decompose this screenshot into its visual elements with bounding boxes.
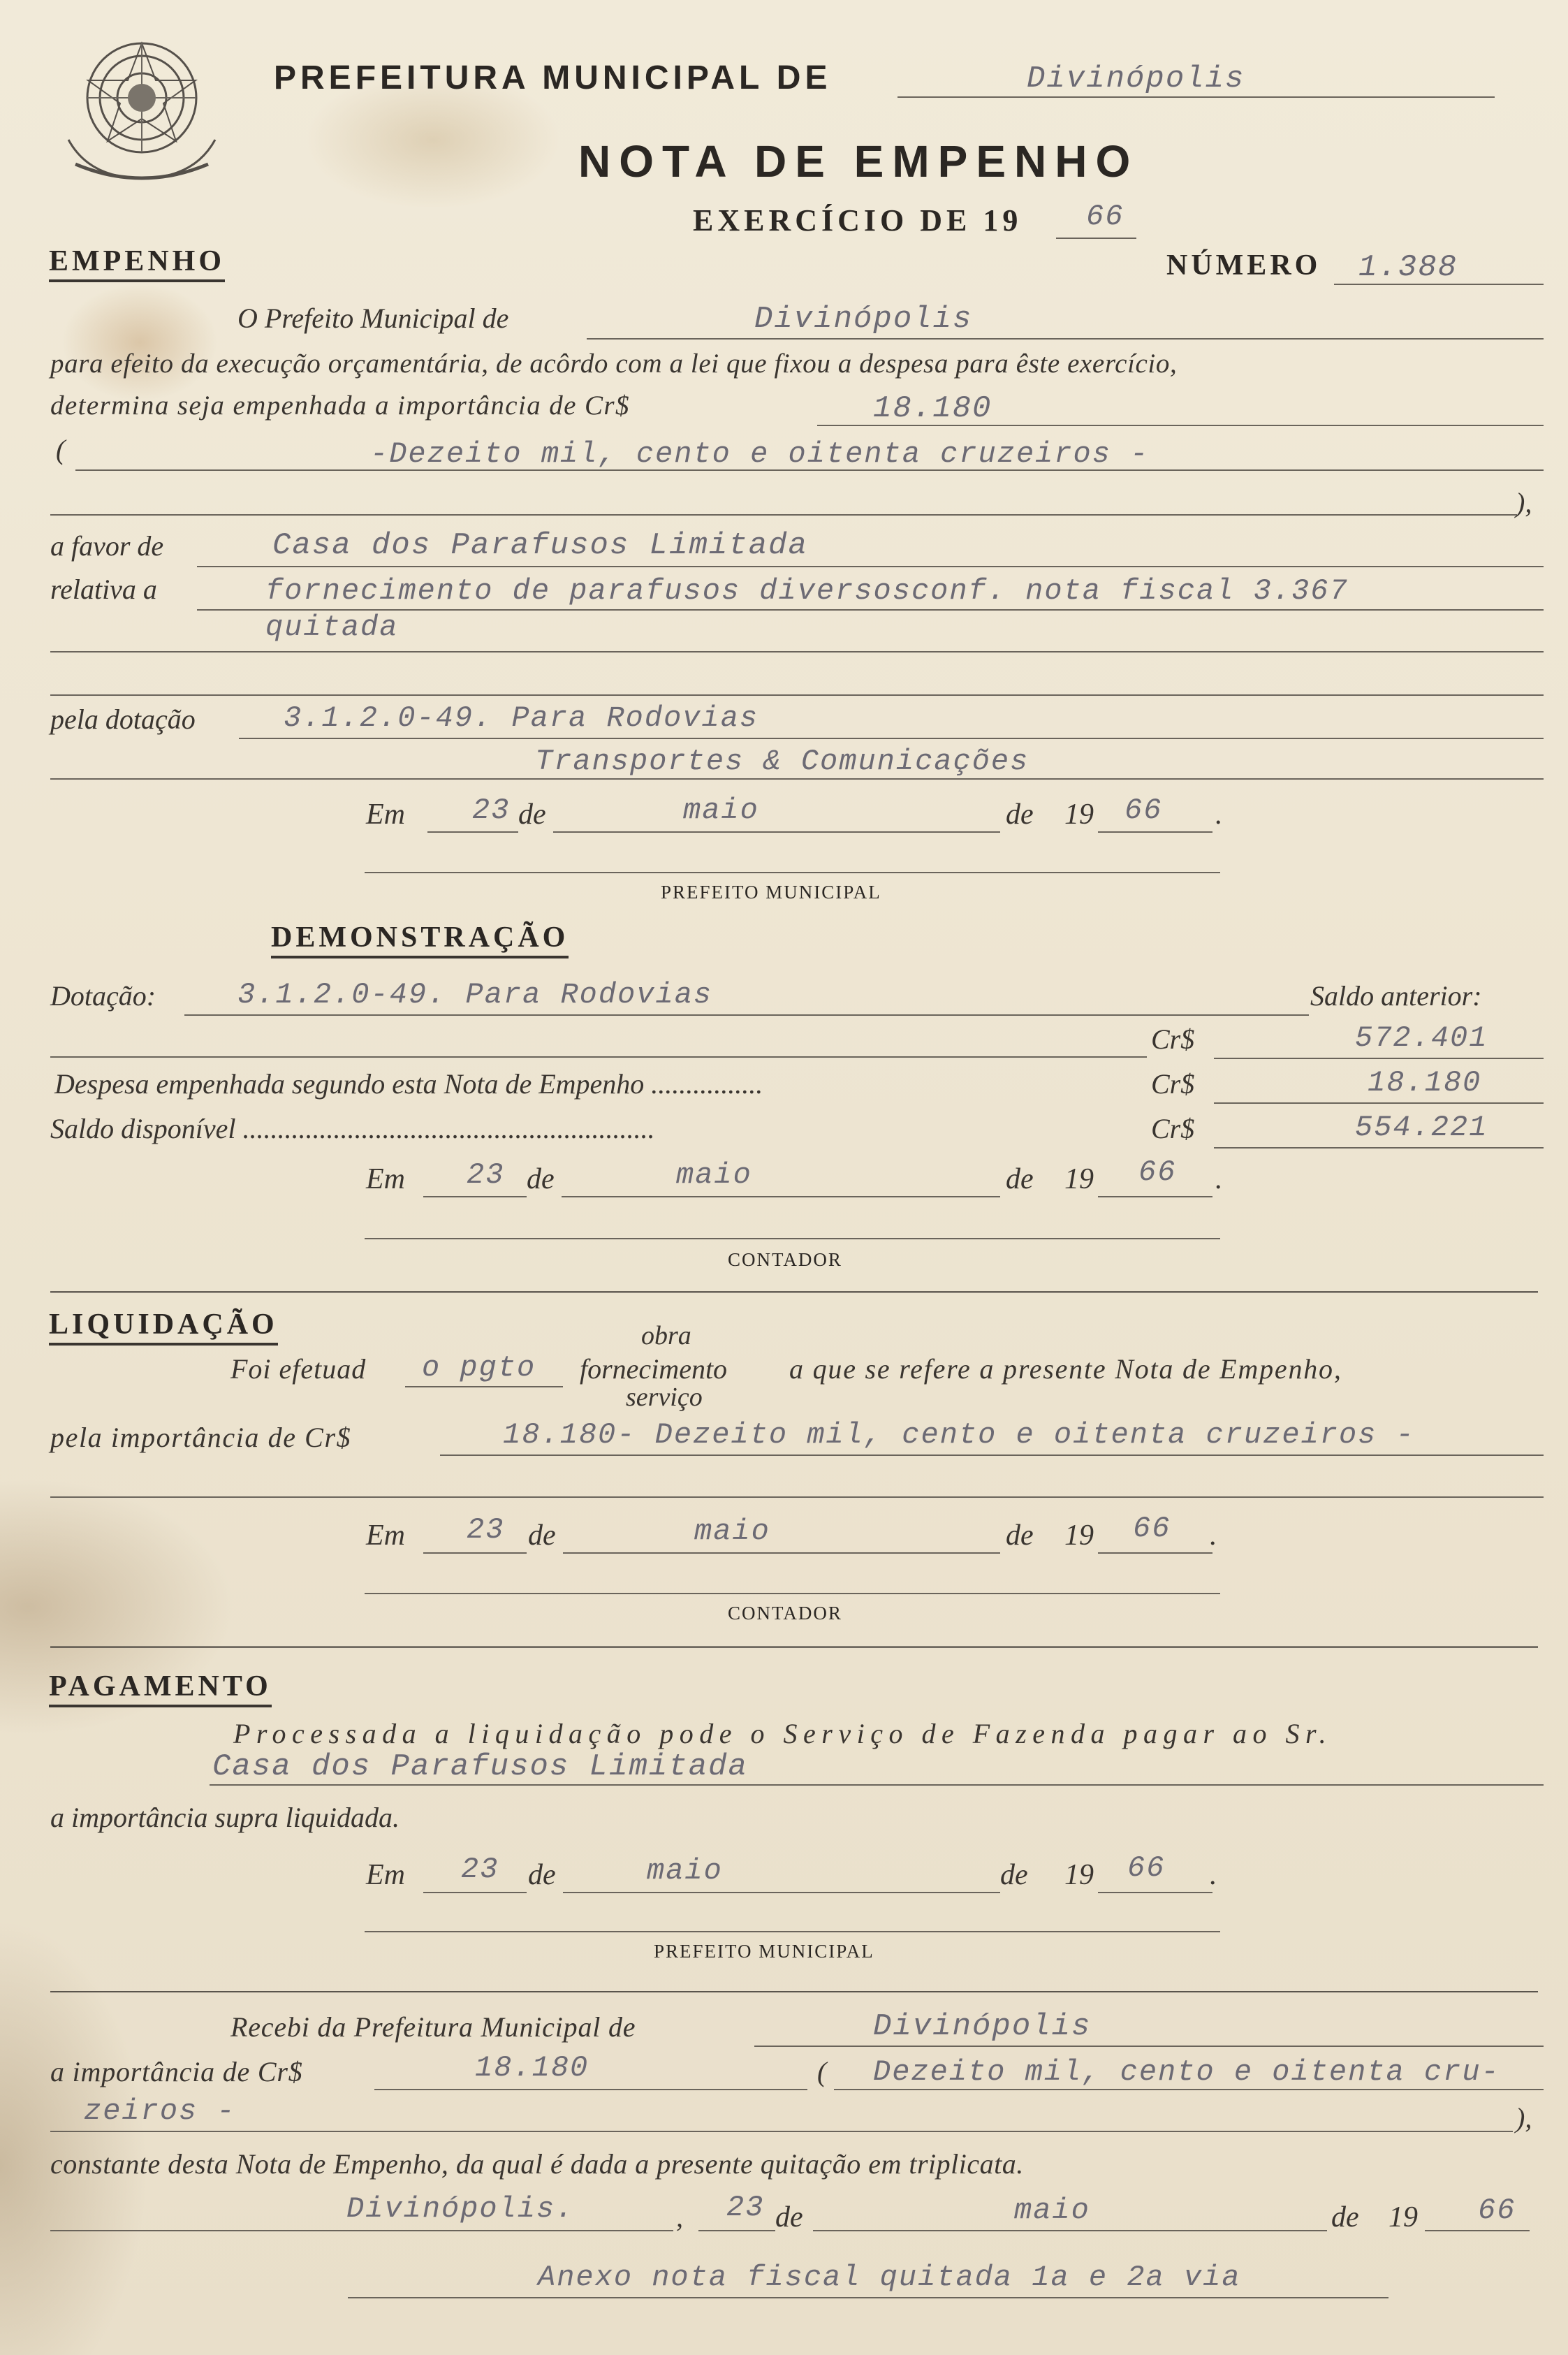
relativa-label: relativa a (50, 574, 157, 605)
liquidacao-fornecimento: fornecimento (580, 1353, 728, 1385)
recibo-year-prefix: 19 (1389, 2201, 1418, 2233)
liq-date-de1: de (528, 1519, 556, 1552)
favor-value: Casa dos Parafusos Limitada (272, 528, 808, 563)
demo-date-de1: de (527, 1163, 555, 1195)
empenho-amount-words: -Dezeito mil, cento e oitenta cruzeiros - (370, 437, 1150, 471)
recibo-words-1: Dezeito mil, cento e oitenta cru- (873, 2055, 1500, 2089)
recibo-month: maio (1014, 2194, 1090, 2227)
demo-date-year: 66 (1138, 1155, 1177, 1189)
section-heading-liquidacao: LIQUIDAÇÃO (49, 1308, 278, 1346)
empenho-intro: O Prefeito Municipal de (237, 302, 509, 334)
demo-date-day: 23 (467, 1158, 505, 1192)
liq-date-year-prefix: 19 (1064, 1519, 1094, 1552)
favor-label: a favor de (50, 530, 164, 562)
pag-date-month: maio (647, 1854, 723, 1888)
pag-date-day: 23 (461, 1853, 499, 1886)
saldo-disponivel-value: 554.221 (1355, 1111, 1488, 1144)
liq-signature-line (365, 1559, 1220, 1594)
recibo-line4: constante desta Nota de Empenho, da qual é dada a presente quitação em triplicata. (50, 2148, 1024, 2180)
number-value: 1.388 (1358, 250, 1458, 285)
liq-date-year: 66 (1133, 1512, 1171, 1545)
pag-date-year: 66 (1127, 1851, 1166, 1885)
empenho-date-day: 23 (472, 794, 511, 827)
amount-words-underline-2 (50, 483, 1517, 516)
liq-date-de2: de (1006, 1519, 1034, 1552)
despesa-label: Despesa empenhada segundo esta Nota de Empenho ................ (54, 1068, 763, 1100)
recibo-year: 66 (1478, 2194, 1516, 2227)
dotacao-value-2: Transportes & Comunicações (535, 745, 1030, 778)
recibo-imp-label: a importância de Cr$ (50, 2056, 303, 2087)
coat-of-arms-emblem (61, 28, 222, 189)
demo-blank-line (50, 1023, 1147, 1058)
saldo-disponivel-currency: Cr$ (1151, 1113, 1195, 1144)
dotacao-label: pela dotação (50, 703, 196, 735)
liquidacao-servico: serviço (626, 1383, 703, 1412)
demo-date-em: Em (366, 1163, 405, 1195)
liquidacao-blank-line (50, 1461, 1544, 1498)
demo-signature-line (365, 1204, 1220, 1239)
liquidacao-foi: Foi efetuad (230, 1353, 367, 1385)
pag-signature-line (365, 1897, 1220, 1932)
saldo-anterior-value: 572.401 (1355, 1021, 1488, 1055)
section-heading-empenho: EMPENHO (49, 245, 225, 282)
divider-liquidacao (50, 1291, 1538, 1297)
demo-dotacao-value: 3.1.2.0-49. Para Rodovias (237, 978, 713, 1012)
demo-date-month: maio (676, 1158, 752, 1192)
empenho-amount: 18.180 (873, 391, 992, 426)
liquidacao-pgto: o pgto (422, 1351, 536, 1385)
recibo-de2: de (1331, 2201, 1359, 2233)
empenho-date-dot: . (1215, 799, 1223, 831)
relativa-value-1: fornecimento de parafusos diversosconf. nota fiscal 3.367 (265, 574, 1349, 608)
demo-date-year-prefix: 19 (1064, 1163, 1094, 1195)
exercise-year: 66 (1086, 200, 1124, 233)
empenho-municipality-underline (587, 300, 1544, 340)
relativa-value-2: quitada (265, 611, 399, 644)
liquidacao-rest: a que se refere a presente Nota de Empenho, (789, 1353, 1342, 1385)
demo-month-underline (562, 1160, 1000, 1197)
recibo-words-2: zeiros - (84, 2094, 236, 2128)
recibo-day: 23 (726, 2191, 765, 2224)
pagamento-payee: Casa dos Parafusos Limitada (212, 1749, 748, 1784)
empenho-date-de2: de (1006, 799, 1034, 831)
empenho-signature-label: PREFEITO MUNICIPAL (661, 882, 881, 903)
empenho-line3: determina seja empenhada a importância de Cr$ (50, 391, 630, 421)
section-heading-demonstracao: DEMONSTRAÇÃO (271, 921, 569, 958)
empenho-date-de1: de (518, 799, 546, 831)
pag-month-underline (563, 1855, 1000, 1893)
saldo-anterior-label: Saldo anterior: (1310, 980, 1482, 1012)
document-title: NOTA DE EMPENHO (578, 136, 1139, 187)
liq-date-dot: . (1210, 1519, 1217, 1552)
recibo-open-paren: ( (817, 2056, 827, 2087)
liquidacao-imp: 18.180- Dezeito mil, cento e oitenta cruzeiros - (503, 1418, 1415, 1452)
empenho-date-em: Em (366, 799, 405, 831)
empenho-line2: para efeito da execução orçamentária, de acôrdo com a lei que fixou a despesa para êste exercício, (50, 349, 1178, 379)
despesa-value: 18.180 (1368, 1066, 1482, 1100)
recibo-words-underline-2 (50, 2096, 1513, 2132)
number-label: NÚMERO (1166, 249, 1321, 282)
demo-date-de2: de (1006, 1163, 1034, 1195)
empenho-signature-line (365, 838, 1220, 873)
recibo-municipality: Divinópolis (873, 2009, 1092, 2044)
liq-date-em: Em (366, 1519, 405, 1552)
pag-signature-label: PREFEITO MUNICIPAL (654, 1941, 874, 1962)
recibo-close-paren: ), (1516, 2102, 1532, 2134)
demo-signature-label: CONTADOR (728, 1249, 842, 1270)
pag-date-de2: de (1000, 1859, 1028, 1891)
recibo-de1: de (775, 2201, 803, 2233)
pagamento-line1: Processada a liquidação pode o Serviço de Fazenda pagar ao Sr. (233, 1718, 1333, 1749)
municipality-value: Divinópolis (1027, 61, 1245, 96)
divider-pagamento (50, 1646, 1538, 1652)
recibo-imp-underline (374, 2051, 807, 2090)
pag-date-de1: de (528, 1859, 556, 1891)
pagamento-line3: a importância supra liquidada. (50, 1802, 400, 1833)
empenho-month-underline (553, 795, 1000, 833)
pag-date-year-prefix: 19 (1064, 1859, 1094, 1891)
saldo-disponivel-label: Saldo disponível ........................................................... (50, 1113, 655, 1144)
saldo-anterior-currency: Cr$ (1151, 1023, 1195, 1055)
recibo-place: Divinópolis. (346, 2192, 575, 2226)
exercise-label: EXERCÍCIO DE 19 (693, 203, 1023, 238)
empenho-date-month: maio (683, 794, 759, 827)
liquidacao-imp-label: pela importância de Cr$ (50, 1422, 352, 1453)
annex-note: Anexo nota fiscal quitada 1a e 2a via (538, 2261, 1241, 2294)
empenho-municipality: Divinópolis (754, 302, 973, 337)
recibo-line1: Recebi da Prefeitura Municipal de (230, 2011, 636, 2043)
despesa-currency: Cr$ (1151, 1068, 1195, 1100)
recibo-comma: , (676, 2201, 683, 2233)
close-paren: ), (1516, 487, 1532, 518)
demo-dotacao-label: Dotação: (50, 980, 156, 1012)
pag-date-dot: . (1210, 1859, 1217, 1891)
liq-signature-label: CONTADOR (728, 1603, 842, 1624)
liq-date-month: maio (694, 1515, 770, 1548)
empenho-date-year: 66 (1124, 794, 1163, 827)
recibo-imp: 18.180 (475, 2051, 589, 2085)
liq-date-day: 23 (467, 1513, 505, 1547)
divider-recibo (50, 1991, 1538, 1992)
dotacao-value-1: 3.1.2.0-49. Para Rodovias (284, 701, 759, 735)
pag-date-em: Em (366, 1859, 405, 1891)
municipality-prefix: PREFEITURA MUNICIPAL DE (274, 59, 832, 96)
section-heading-pagamento: PAGAMENTO (49, 1670, 272, 1707)
liq-month-underline (563, 1516, 1000, 1554)
demo-date-dot: . (1215, 1163, 1223, 1195)
empenho-date-year-prefix: 19 (1064, 799, 1094, 831)
liquidacao-obra: obra (641, 1321, 691, 1350)
open-paren: ( (56, 434, 66, 465)
relativa-underline-3 (50, 658, 1544, 696)
